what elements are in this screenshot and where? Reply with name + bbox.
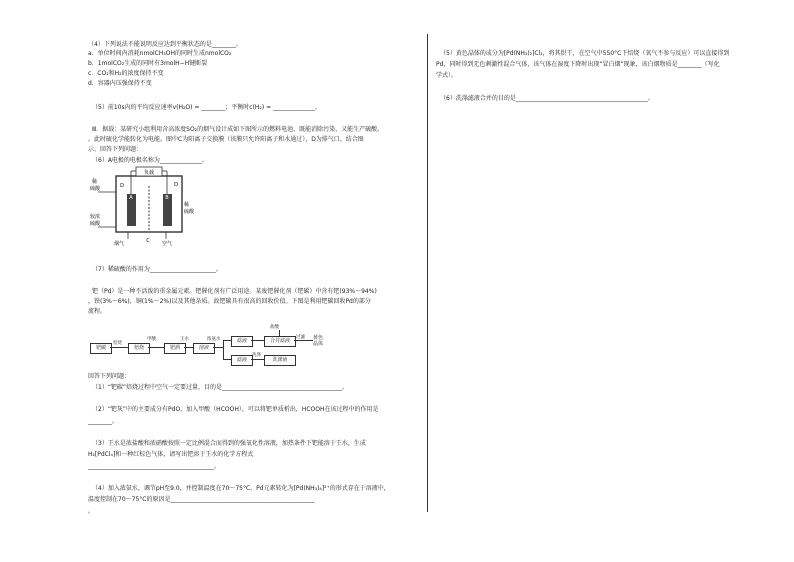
flow-box-5: 滤液 [231,336,253,347]
section3-para-line1: Ⅲ．据载：某研究小组利用含高浓度SO₂的烟气设计成如下图所示的燃料电池，既能消除污染，又能生产硫酸。 [92,126,384,133]
label-b: B [165,195,169,201]
q4-option-c: c．CO₂和H₂的浓度保持不变 [88,70,164,77]
label-a: A [129,195,133,201]
q7-sulfuric-acid: （7）稀硫酸的作用为______________________。 [92,266,222,273]
flow-box-8: 滤液 [231,355,253,366]
q5-rate: （5）前10s内的平均反应速率v(H₂O) = ________；平衡时c(H₂) = ______________。 [92,104,322,111]
q4-option-d: d．容器内压强保持不变 [88,80,152,87]
flow-box-6: 合并滤液 [264,336,296,347]
q4-option-b: b．1molCO₂生成的同时有3molH−H键断裂 [88,60,208,67]
right-q5-line2: Pd，同时得到无色刺激性混合气体，该气体在湿度下降时出现“冒白烟”现象，该白烟物质是________（写化 [436,61,720,68]
left-bottom-1: 较浓 [90,214,101,220]
flow-box-4: 溶液 [193,343,215,354]
pd-q3-line2: H₂[PdCl₄]和一种红棕色气体，请写出钯溶于王水的化学方程式 [88,451,254,458]
label-d: D [174,182,178,188]
fuel-cell-diagram [88,166,208,248]
right-2: 硫酸 [184,209,195,215]
label-d-left: D [120,183,124,189]
flow-label-5: 盐酸 [270,325,279,330]
pd-q1: （1）“钯碳”焙烧过程中空气一定要过量，目的是________________________________________。 [92,384,349,391]
pd-para-line1: 钯（Pd）是一种不活泼的重金属元素。钯催化剂有广泛用途。某废钯催化剂（钯碳）中含有钯(93%～94%) [92,288,377,295]
column-divider [427,34,428,512]
section3-para-line2: 。此时硫化学能转化为电能。图中C为阳离子交换膜（该膜只允许阳离子和水通过），D为排气口。结合图 [88,136,364,143]
answer-intro: 回答下列问题： [88,373,131,380]
bottom-right: 空气 [162,241,173,247]
pd-para-line3: 流程。 [88,308,107,315]
left-bottom-2: 硫酸 [90,221,101,227]
pd-q3-line1: （3）王水是浓盐酸和浓硝酸按照一定比例混合而得到的强氧化性溶液，加热条件下钯能溶于王水，生成 [92,440,366,447]
right-1: 稀 [184,202,190,208]
pd-q2-line2: ________。 [88,418,119,425]
flow-label-1: 焙烧 [113,341,122,346]
left-top-1: 稀 [92,179,98,185]
q4-title: （4）下列说法不能说明反应达到平衡状态的是________。 [88,41,242,48]
pd-q4-line2: 温度控制在70～75°C的原因是________________________________________________ [88,496,315,503]
pd-q4-line3: 。 [88,508,95,515]
right-q6: （6）洗涤滤液合并的目的是____________________________________________。 [440,95,654,102]
flow-label-6: 过滤 [296,335,305,340]
flow-box-2: 焙烧 [128,343,150,354]
section3-para-line3: 示，回答下列问题： [88,146,143,153]
pd-q3-line3: __________________________________________。 [88,463,221,470]
q4-option-a: a．单位时间内消耗nmolCH₃OH的同时生成nmolCO₂ [88,50,232,57]
flow-label-4: 浓氨水 [207,337,221,342]
flow-label-2: 甲酸 [147,337,156,342]
flow-box-1: 钯碳 [90,343,112,354]
pd-para-line2: ，铁(3%～6%)，铜(1%～2%)以及其他杂质。故钯碳具有很高的回收价值。下图是利用钯碳回收Pd的部分 [88,298,371,305]
label-c: C [146,238,150,244]
flow-label-3: 王水 [180,337,189,342]
pd-q4-line1: （4）加入浓氨水，调节pH至9.0，并控制温度在70～75°C，Pd元素转化为[Pd(NH₃)₄]²⁺的形式存在于溶液中， [92,485,390,492]
load-label: 负载 [143,170,155,176]
flow-box-9: 洗涤液 [264,355,296,366]
flow-box-3: 钯酒 [164,343,186,354]
bottom-left: 烟气 [114,241,125,247]
flow-label-7: 洗涤 [252,353,261,358]
left-top-2: 硫酸 [90,186,101,192]
flow-box-7: 黄色晶体 [313,335,324,347]
right-q5-line3: 学式）。 [436,72,458,79]
right-q5-line1: （5）黄色晶体的成分为[Pd(NH₃)₂]Cl₂，将其烘干，在空气中550°C下焙烧（氧气不参与反应）可以直接得到 [440,50,730,57]
q6-electrode: （6）A电极的电极名称为______________。 [92,157,208,164]
pd-q2-line1: （2）“钯灰”中的主要成分有PdO，加入甲酸（HCOOH），可以将钯单质析出，HCOOH在该过程中的作用是 [92,406,379,413]
